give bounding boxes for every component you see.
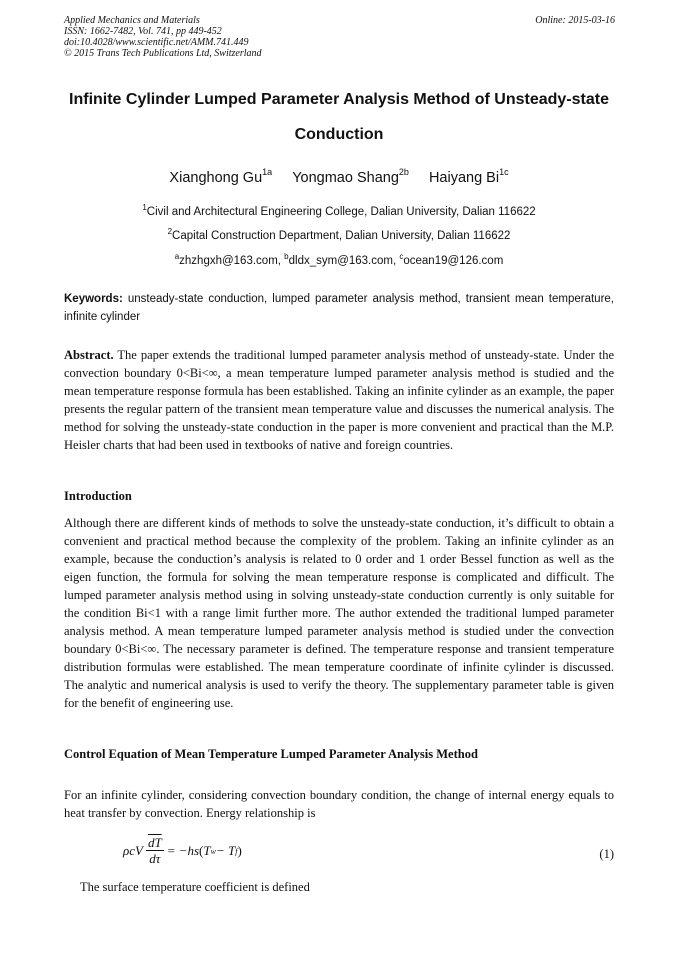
paper-title-line-2: Conduction [294, 126, 384, 143]
keywords [64, 290, 614, 326]
email-link[interactable]: ocean19@126.com [403, 255, 504, 267]
abstract-text: The paper extends the traditional lumped parameter analysis method of unsteady-state. Under the convection boundary 0<Bi<∞, a mean temperature lumped parameter analysis method is studied and the mean temperature response formula has been established. Taking an infinite cylinder as an example, the paper presents the regular pattern of the transient mean temperature value and discusses the numerical analysis. The method for solving the unsteady-state conduction in the paper is more convenient and practical than the M.P. Heisler charts that had been used in textbooks of native and foreign countries. [64, 348, 614, 452]
keywords-text: unsteady-state conduction, lumped parameter analysis method, transient mean temperature, infinite cylinder [64, 293, 614, 323]
affiliation-2: $^2$Capital Construction Department, Dalian University, Dalian 116622 [167, 227, 511, 242]
equation-number: (1) [599, 847, 614, 861]
author: Xianghong $Gu^{1a}$ [169, 167, 273, 186]
author-list [40, 167, 638, 186]
paper-title-line-1: Infinite Cylinder Lumped Parameter Analysis Method of Unsteady-state [69, 91, 609, 108]
journal-name: Applied Mechanics and Materials [64, 15, 200, 26]
journal-copyright: © 2015 Trans Tech Publications Ltd, Switzerland [64, 48, 262, 59]
equation-fraction [146, 836, 164, 866]
equation-lhs: ρcV [123, 843, 143, 858]
text-after-equation: The surface temperature coefficient is defined [80, 880, 310, 894]
author: Yongmao Shang$^{2b}$ [292, 167, 409, 186]
author: Haiyang $Bi^{1c}$ [428, 167, 509, 186]
journal-doi: doi:10.4028/www.scientific.net/AMM.741.449 [64, 37, 249, 48]
email-link[interactable]: zhzhgxh@163.com, [179, 255, 285, 267]
affiliation-1: $^1$Civil and Architectural Engineering College, Dalian University, Dalian 116622 [142, 203, 536, 218]
journal-header [64, 15, 262, 59]
keywords-label: Keywords: [64, 293, 123, 305]
section-heading-introduction: Introduction [64, 489, 132, 503]
equation-rhs: = −hs [166, 843, 200, 858]
online-date: Online: 2015-03-16 [535, 15, 615, 26]
section-heading-control-equation: Control Equation of Mean Temperature Lumped Parameter Analysis Method [64, 747, 478, 761]
equation-1: ρcV $\frac{\overline{dT}}{d\tau}$ = −hs ( T w − T f ) [123, 835, 242, 866]
control-equation-text: For an infinite cylinder, considering convection boundary condition, the change of internal energy equals to heat transfer by convection. Energy relationship is [64, 788, 614, 820]
email-link[interactable]: dldx_sym@163.com, [288, 255, 400, 267]
journal-issn: ISSN: 1662-7482, Vol. 741, pp 449-452 [64, 26, 222, 37]
author-emails: $^a$zhzhgxh@163.com, $^b$dldx_sym@163.com, $^c$ocean19@126.com [174, 252, 504, 267]
introduction-text: Although there are different kinds of methods to solve the unsteady-state conduction, it’s difficult to obtain a convenient and practical method because the complexity of the problem. Taking an infinite cylinder as an example, because the conduction’s analysis is related to 0 order and 1 order Bessel function as well as the eigen function, the formula for solving the mean temperature response is complicated and difficult. The lumped parameter analysis method using in solving unsteady-state conduction currently is only suitable for the condition Bi<1 with a range limit further more. The author extended the traditional lumped parameter analysis method. A mean temperature lumped parameter analysis method is studied under the convection boundary 0<Bi<∞. The necessary parameter is defined. The temperature response and transient temperature distribution formulas were established. The mean temperature coordinate of infinite cylinder is discussed. The analytic and numerical analysis is used to verify the theory. The supplementary parameter table is given for the benefit of engineering use. [64, 516, 614, 710]
equation-denominator: dτ [149, 851, 161, 866]
abstract-label: Abstract. [64, 348, 114, 362]
equation-numerator: $\overline{dT}$ [147, 835, 162, 850]
abstract [64, 346, 614, 454]
